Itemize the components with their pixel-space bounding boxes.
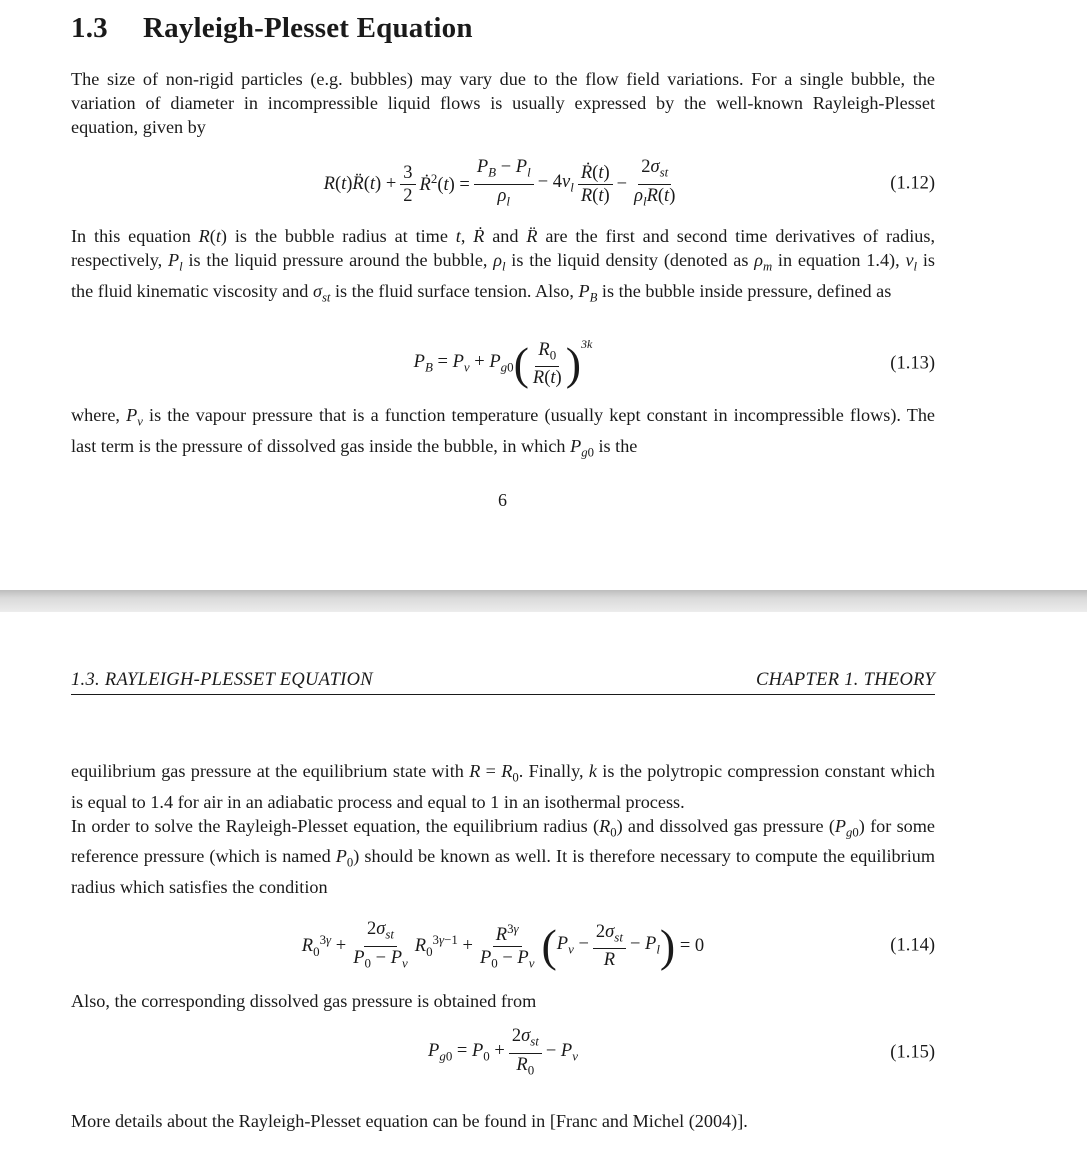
section-heading [71, 12, 473, 45]
running-header-right: CHAPTER 1. THEORY [756, 670, 935, 690]
paragraph-intro: The size of non-rigid particles (e.g. bubbles) may vary due to the flow field variations. For a single bubble, the variation of diameter in incompressible liquid flows is usually expressed by the well-known Rayleigh-Plesset equation, given by [71, 69, 935, 137]
equation-number-1-12: (1.12) [890, 173, 935, 194]
running-header [71, 670, 935, 695]
equation-1-13: $P_B = P_v + P_{g0}$ ( $\frac{R_0}{R(t)}$ ) 3k (1.13) [413, 336, 935, 389]
running-header-left: 1.3. RAYLEIGH-PLESSET EQUATION [71, 670, 373, 690]
equation-number-1-14: (1.14) [890, 935, 935, 956]
section-title: Rayleigh-Plesset Equation [143, 12, 473, 44]
equation-1-12: R(t)R̈(t) + $\frac{3}{2}$ Ṙ$^2$(t) = $\frac{P_B - P_l}{\rho_l}$ − $4\nu_l$ $\frac{\text{Ṙ(t)}}{R(t)}$ − $\frac{2\sigma_{st}}{\rho_lR(t)}$ (1.12) [323, 156, 935, 209]
equation-number-1-15: (1.15) [890, 1042, 935, 1063]
equation-number-1-13: (1.13) [890, 353, 935, 374]
paragraph-definitions: In this equation R(t) is the bubble radius at time t, Ṙ and R̈ are the first and second time derivatives of radius, respectively, $P_l$ is the liquid pressure around the bubble, $\rho_l$ is the liquid density (denoted as $\rho_m$ in equation 1.4), $\nu_l$ is the fluid kinematic viscosity and $\sigma_{st}$ is the fluid surface tension. Also, $P_B$ is the bubble inside pressure, defined as [71, 226, 936, 305]
paragraph-also: Also, the corresponding dissolved gas pressure is obtained from [71, 991, 537, 1011]
paragraph-reference: More details about the Rayleigh-Plesset equation can be found in [Franc and Michel (2004)]. [71, 1111, 748, 1131]
equation-1-14: $R_0^{3\gamma}$ + $\frac{2\sigma_{st}}{P_0 - P_v}$ $R_0^{3\gamma-1}$ + $\frac{R^{3\gamma}}{P_0 - P_v}$ ( $P_v$ − $\frac{2\sigma_{st}}{R}$ − $P_l$ ) = 0 (1.14) [301, 918, 935, 971]
paragraph-vapour: where, $P_v$ is the vapour pressure that is a function temperature (usually kept constant in incompressible flows). The last term is the pressure of dissolved gas inside the bubble, in which $P_{g0}$ is the [71, 405, 935, 460]
equation-1-15: $P_{g0} = P_0$ + $\frac{2\sigma_{st}}{R_0}$ − $P_v$ (1.15) [428, 1025, 935, 1078]
page-separator [0, 590, 1087, 612]
section-number: 1.3 [71, 12, 108, 44]
page-number: 6 [498, 490, 507, 510]
paragraph-equilibrium: equilibrium gas pressure at the equilibrium state with $R = R_0$. Finally, k is the polytropic compression constant which is equal to 1.4 for air in an adiabatic process and equal to 1 in an isothermal process. In order to solve the Rayleigh-Plesset equation, the equilibrium radius $(R_0)$ and dissolved gas pressure $(P_{g0})$ for some reference pressure (which is named $P_0$) should be known as well. It is therefore necessary to compute the equilibrium radius which satisfies the condition [71, 761, 935, 897]
